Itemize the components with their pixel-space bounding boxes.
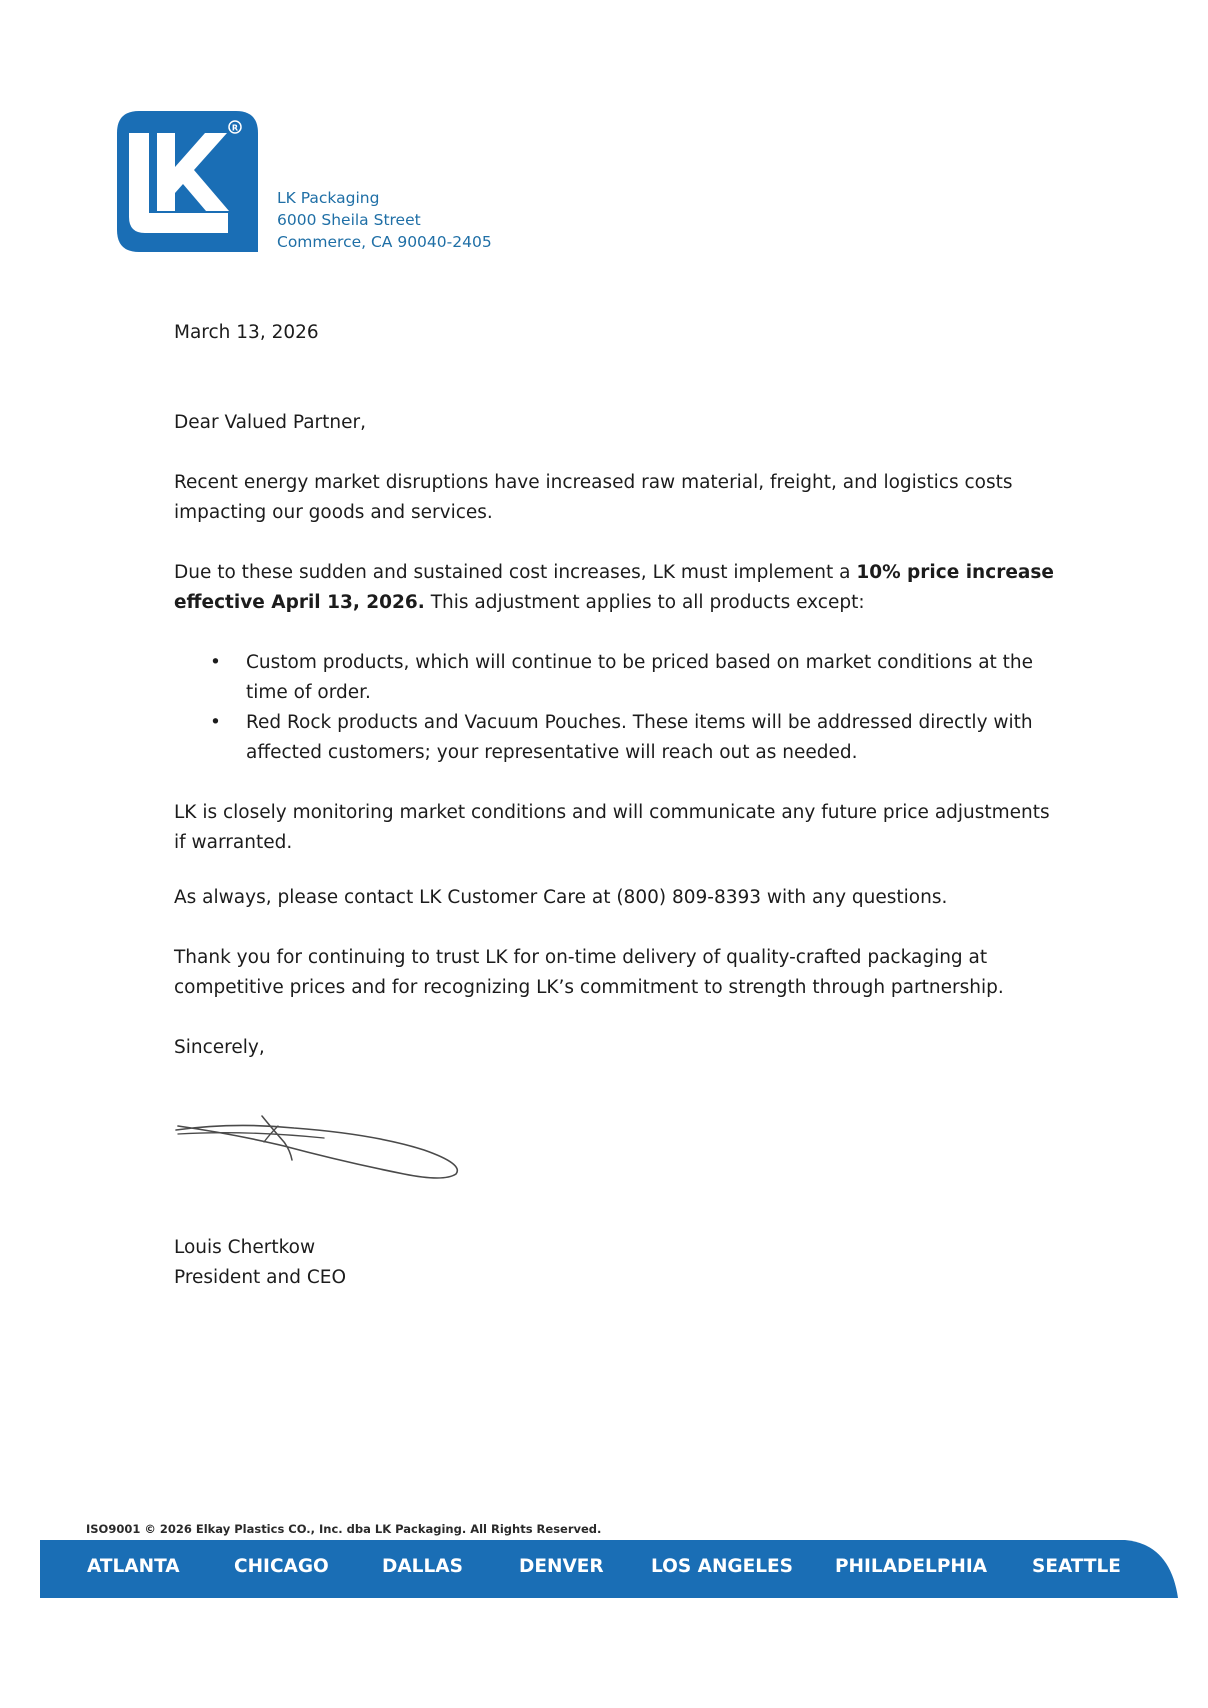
lk-logo	[117, 111, 258, 252]
paragraph-cost-increase: Recent energy market disruptions have increased raw material, freight, and logistics costs impacting our goods and services.	[174, 472, 1013, 523]
list-item-text: Red Rock products and Vacuum Pouches. These items will be addressed directly with affected customers; your representative will reach out as needed.	[246, 712, 1033, 763]
exceptions-list	[174, 648, 1054, 768]
city-los-angeles: LOS ANGELES	[651, 1556, 793, 1577]
city-chicago: CHICAGO	[234, 1556, 329, 1577]
list-item-text: Custom products, which will continue to be priced based on market conditions at the time of order.	[246, 652, 1034, 703]
salutation: Dear Valued Partner,	[174, 412, 366, 433]
paragraph-thanks: Thank you for continuing to trust LK for on-time delivery of quality-crafted packaging at competitive prices and for recognizing LK’s commitment to strength through partnership.	[174, 947, 1004, 998]
closing: Sincerely,	[174, 1037, 265, 1058]
copyright-notice: ISO9001 © 2026 Elkay Plastics CO., Inc. dba LK Packaging. All Rights Reserved.	[86, 1522, 602, 1536]
city-dallas: DALLAS	[382, 1556, 463, 1577]
city-denver: DENVER	[519, 1556, 604, 1577]
paragraph-monitoring: LK is closely monitoring market conditions and will communicate any future price adjustments if warranted.	[174, 802, 1050, 853]
company-name: LK Packaging	[277, 189, 380, 207]
paragraph-price-increase	[174, 558, 1054, 618]
signer-name: Louis Chertkow	[174, 1237, 316, 1258]
list-item	[174, 708, 1054, 768]
signature	[174, 1112, 474, 1192]
price-increase-scope: This adjustment applies to all products except:	[424, 592, 865, 613]
city-band	[40, 1540, 1180, 1598]
bullet-icon: •	[210, 712, 221, 733]
bullet-icon: •	[210, 652, 221, 673]
city-atlanta: ATLANTA	[87, 1556, 180, 1577]
signer-title: President and CEO	[174, 1267, 347, 1288]
svg-text:R: R	[231, 123, 239, 133]
street-address: 6000 Sheila Street	[277, 211, 421, 229]
company-address	[277, 187, 492, 253]
price-increase-highlight: 10% price increase effective April 13, 2026.	[174, 562, 1054, 613]
letter-date: March 13, 2026	[174, 322, 319, 343]
list-item	[174, 648, 1054, 708]
city-philadelphia: PHILADELPHIA	[835, 1556, 988, 1577]
city-state-zip: Commerce, CA 90040-2405	[277, 233, 492, 251]
city-band-shape	[40, 1540, 1180, 1598]
city-seattle: SEATTLE	[1032, 1556, 1121, 1577]
paragraph-contact: As always, please contact LK Customer Care at (800) 809-8393 with any questions.	[174, 887, 948, 908]
price-increase-intro: Due to these sudden and sustained cost increases, LK must implement a	[174, 562, 857, 583]
